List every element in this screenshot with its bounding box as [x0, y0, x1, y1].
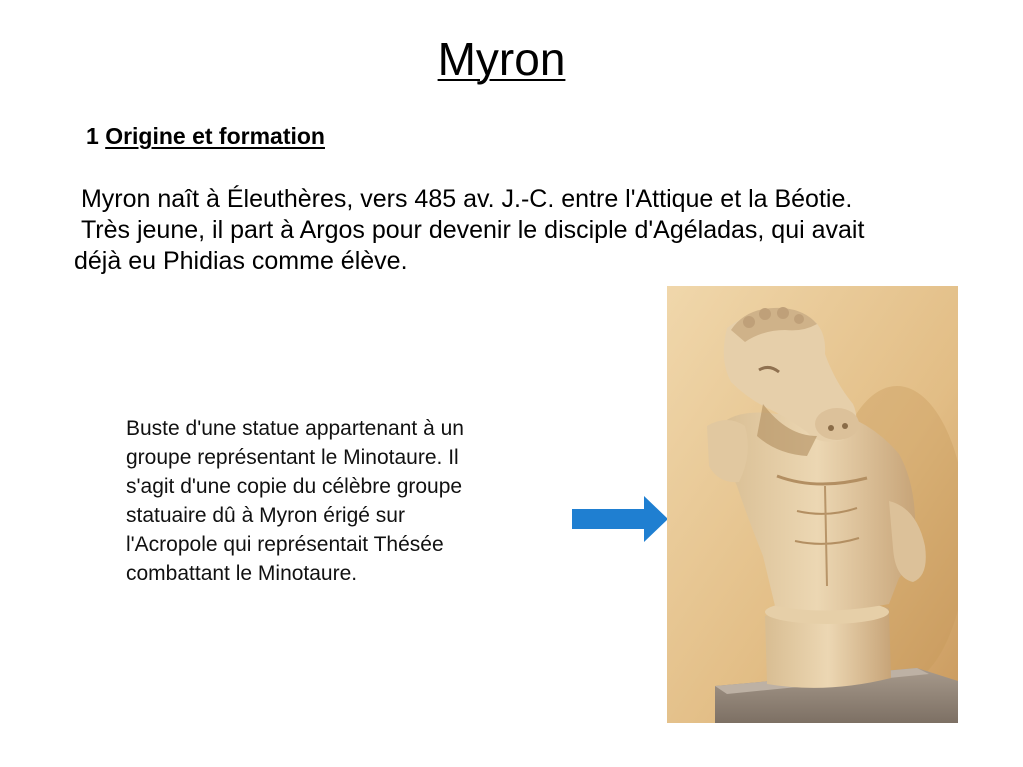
section-number: 1	[86, 123, 99, 149]
caption-line: s'agit d'une copie du célèbre groupe	[126, 475, 463, 498]
body-text	[74, 184, 894, 277]
statue-illustration	[667, 286, 958, 723]
caption-line: Buste d'une statue appartenant à un	[126, 417, 464, 440]
minotaur-statue-photo	[667, 286, 958, 723]
section-heading	[86, 120, 325, 152]
image-caption	[126, 414, 556, 588]
slide-title: Myron	[437, 33, 566, 85]
caption-line: l'Acropole qui représentait Thésée	[126, 533, 444, 556]
paragraph-training: Très jeune, il part à Argos pour devenir le disciple d'Agéladas, qui avait déjà eu Phidias comme élève.	[74, 216, 872, 275]
caption-line: groupe représentant le Minotaure. Il	[126, 446, 459, 469]
arrow-right-icon	[572, 496, 668, 542]
paragraph-birth: Myron naît à Éleuthères, vers 485 av. J.-C. entre l'Attique et la Béotie.	[74, 185, 853, 213]
section-title: Origine et formation	[105, 123, 325, 149]
caption-line: statuaire dû à Myron érigé sur	[126, 504, 405, 527]
caption-line: combattant le Minotaure.	[126, 562, 358, 585]
